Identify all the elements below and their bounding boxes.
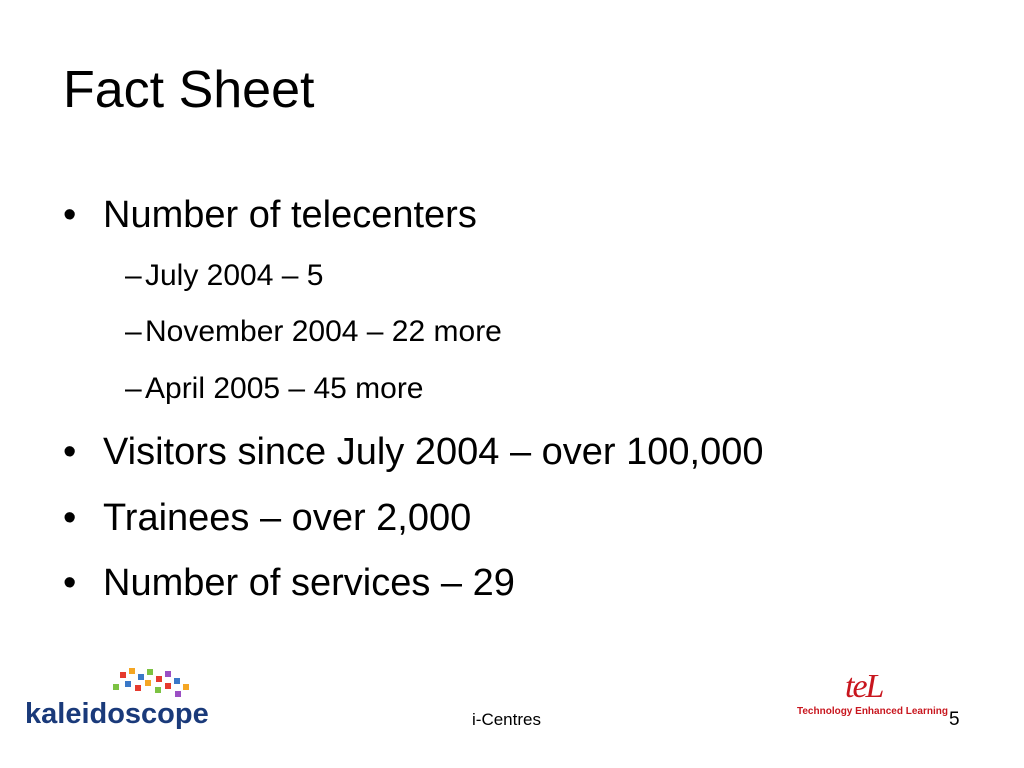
bullet-item [63, 497, 471, 540]
bullet-item [63, 194, 477, 237]
bullet-marker: • [63, 194, 77, 236]
bullet-item [63, 431, 763, 474]
bullet-marker: • [63, 431, 77, 473]
sub-bullet-item [125, 259, 323, 293]
bullet-text: Number of telecenters [103, 194, 477, 236]
bullet-marker: • [63, 562, 77, 604]
tel-logo-tagline: Technology Enhanced Learning [797, 706, 948, 717]
bullet-marker: • [63, 497, 77, 539]
sub-bullet-text: November 2004 – 22 more [145, 315, 502, 348]
tel-logo [797, 668, 947, 728]
sub-bullet-item [125, 315, 502, 349]
sub-bullet-marker: – [125, 259, 142, 292]
slide-title: Fact Sheet [63, 61, 315, 119]
page-number: 5 [949, 709, 960, 730]
sub-bullet-text: April 2005 – 45 more [145, 372, 424, 405]
kaleidoscope-logo [25, 666, 209, 736]
bullet-text: Trainees – over 2,000 [103, 497, 472, 539]
sub-bullet-text: July 2004 – 5 [145, 259, 324, 292]
bullet-item [63, 562, 515, 605]
sub-bullet-marker: – [125, 372, 142, 405]
kaleidoscope-wordmark: kaleidoscope [25, 698, 209, 730]
kaleidoscope-logo-icon [25, 666, 200, 702]
bullet-text: Number of services – 29 [103, 562, 515, 604]
bullet-text: Visitors since July 2004 – over 100,000 [103, 431, 764, 473]
tel-logo-mark: teL [845, 668, 883, 705]
sub-bullet-item [125, 372, 424, 406]
footer-center-text: i-Centres [472, 710, 541, 729]
sub-bullet-marker: – [125, 315, 142, 348]
